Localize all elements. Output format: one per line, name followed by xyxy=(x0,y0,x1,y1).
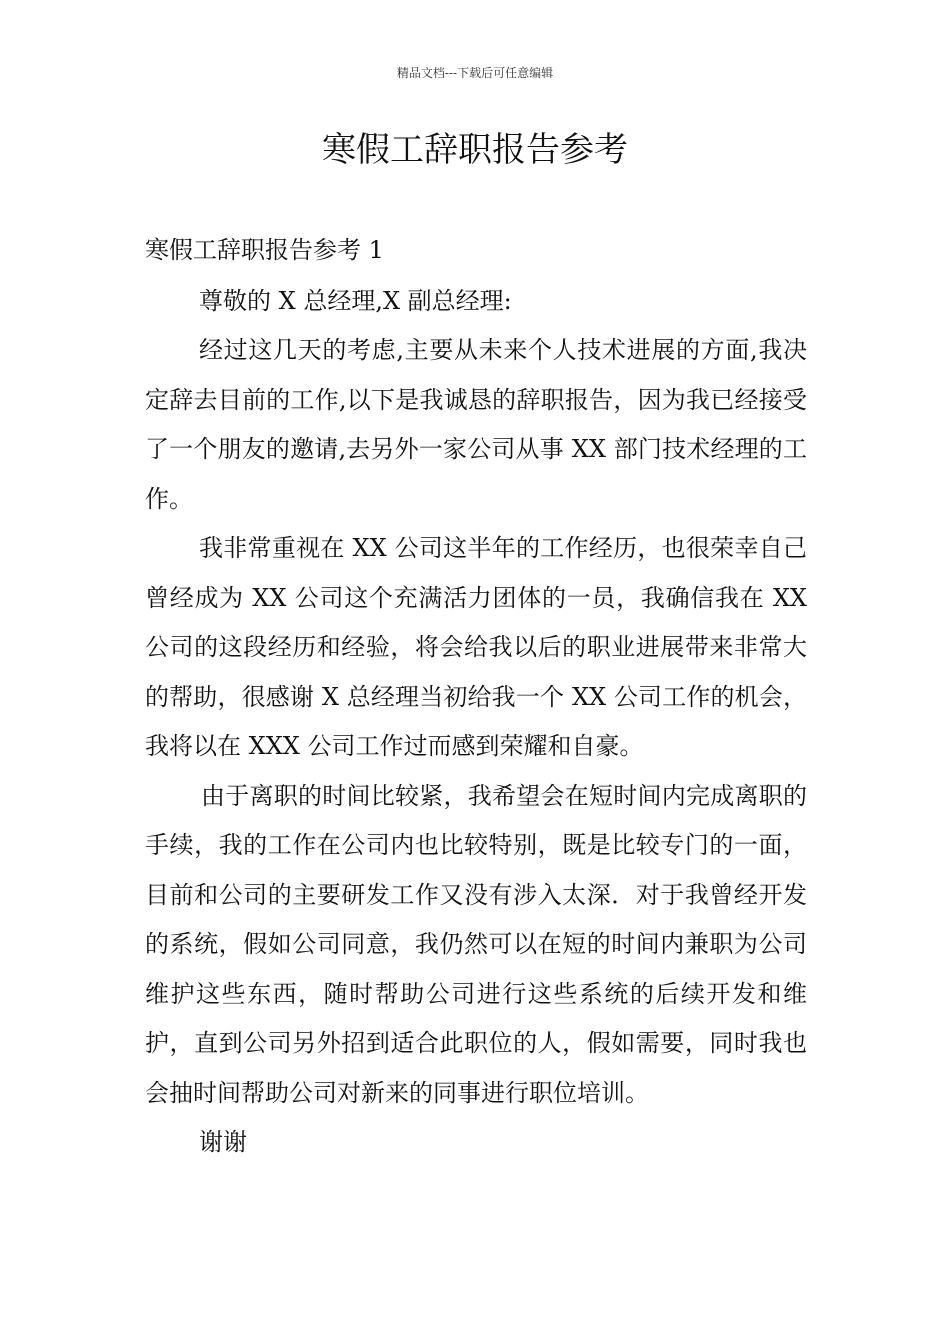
section-heading: 寒假工辞职报告参考 1 xyxy=(145,236,384,264)
document-body xyxy=(145,226,807,1168)
salutation: 尊敬的 X 总经理,X 副总经理: xyxy=(199,286,512,315)
header-note: 精品文档---下载后可任意编辑 xyxy=(396,66,554,80)
closing: 谢谢 xyxy=(199,1128,247,1156)
paragraph-2: 我非常重视在 XX 公司这半年的工作经历，也很荣幸自己曾经成为 XX 公司这个充满活力团体的一员，我确信我在 XX 公司的这段经历和经验，将会给我以后的职业进展带来非常大的帮助，很感谢 X 总经理当初给我一个 XX 公司工作的机会，我将以在 XXX 公司工作过而感到荣耀和自豪。 xyxy=(145,534,807,760)
paragraph-1: 经过这几天的考虑,主要从未来个人技术进展的方面,我决定辞去目前的工作,以下是我诚恳的辞职报告，因为我已经接受了一个朋友的邀请,去另外一家公司从事 XX 部门技术经理的工作。 xyxy=(145,336,807,513)
paragraph-3: 由于离职的时间比较紧，我希望会在短时间内完成离职的手续，我的工作在公司内也比较特别，既是比较专门的一面，目前和公司的主要研发工作又没有涉入太深．对于我曾经开发的系统，假如公司同意，我仍然可以在短的时间内兼职为公司维护这些东西，随时帮助公司进行这些系统的后续开发和维护，直到公司另外招到适合此职位的人，假如需要，同时我也会抽时间帮助公司对新来的同事进行职位培训。 xyxy=(145,781,807,1107)
document-title: 寒假工辞职报告参考 xyxy=(322,130,628,170)
